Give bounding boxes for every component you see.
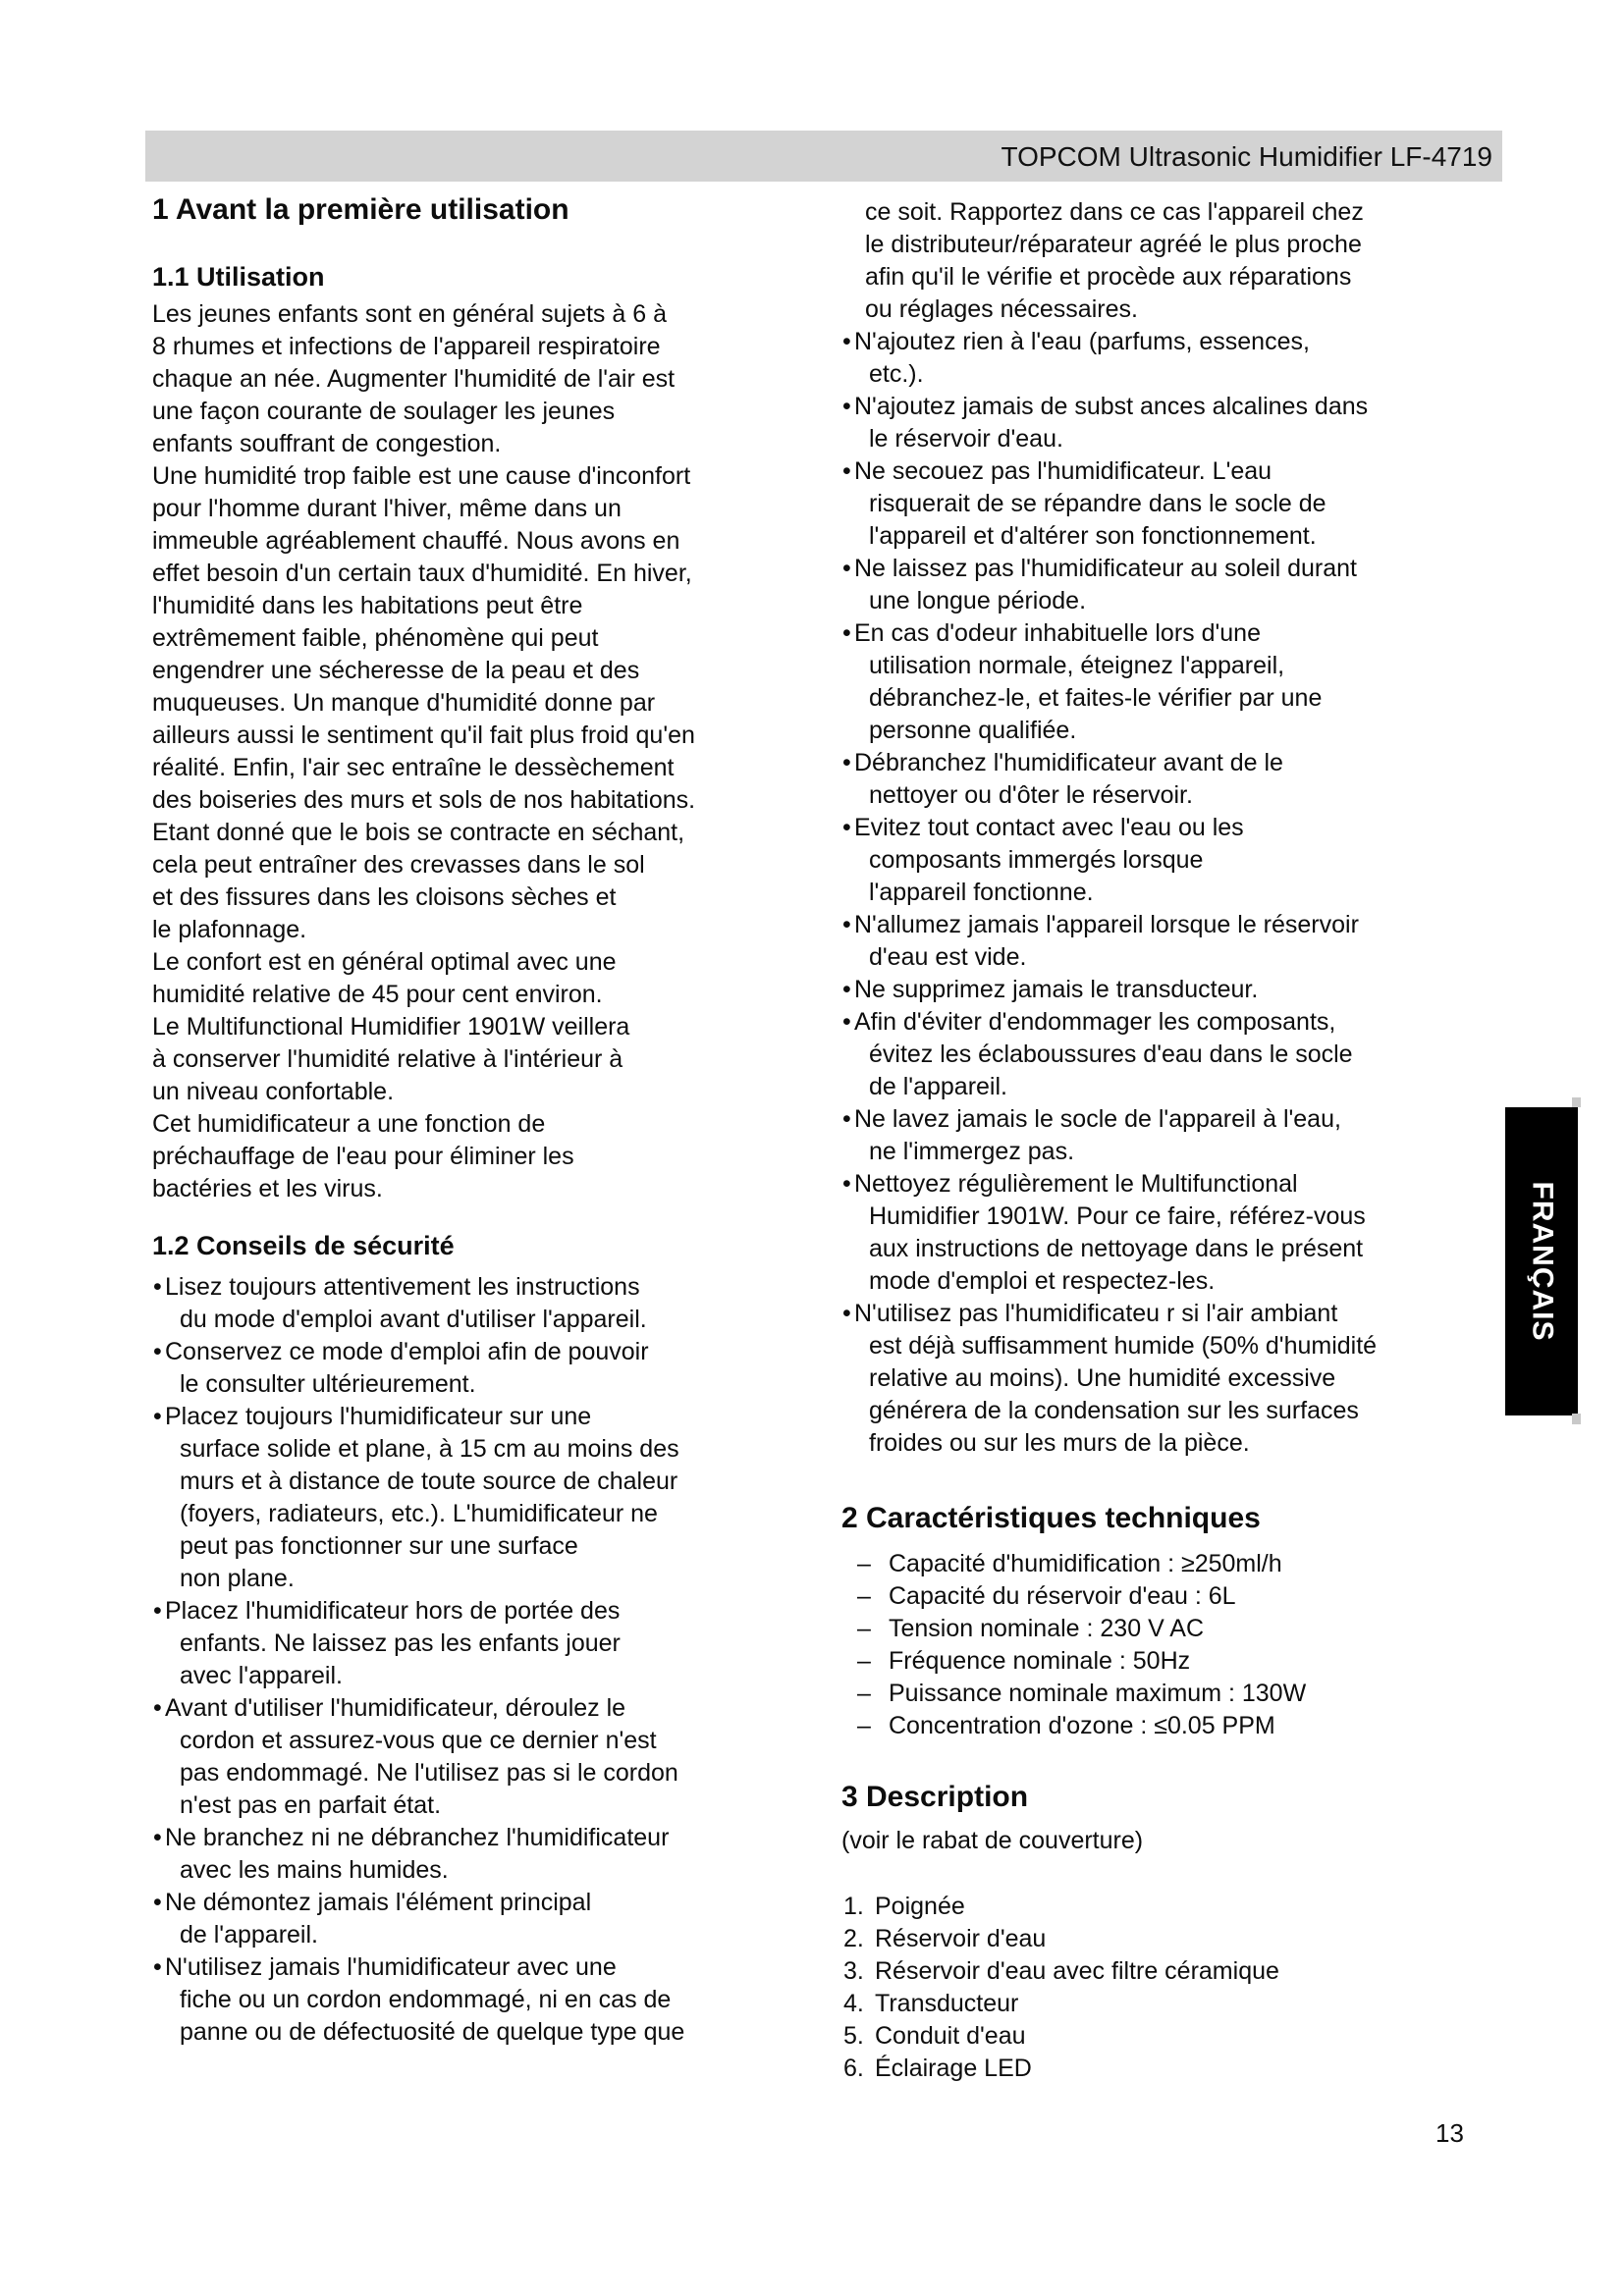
text-line: extrêmement faible, phénomène qui peut	[152, 624, 599, 652]
text-line: cela peut entraîner des crevasses dans le sol	[152, 851, 645, 879]
bullet-item	[841, 617, 1499, 747]
dash-marker: –	[857, 1582, 871, 1610]
text-line: l'humidité dans les habitations peut être	[152, 592, 583, 619]
text-line: Cet humidificateur a une fonction de	[152, 1110, 546, 1138]
parts-list	[841, 1891, 1499, 2085]
text-line: Etant donné que le bois se contracte en séchant,	[152, 819, 685, 846]
text-line: n'est pas en parfait état.	[180, 1791, 442, 1819]
bullet-content	[165, 1887, 795, 1951]
text-line: Le Multifunctional Humidifier 1901W veillera	[152, 1013, 630, 1041]
text-line: ailleurs aussi le sentiment qu'il fait plus froid qu'en	[152, 721, 695, 749]
text-line: d'eau est vide.	[869, 943, 1027, 971]
spec-item	[841, 1678, 1499, 1710]
text-line: Nettoyez régulièrement le Multifunctional	[854, 1170, 1298, 1198]
text-line: muqueuses. Un manque d'humidité donne par	[152, 689, 656, 717]
bullet-marker: •	[842, 619, 851, 647]
text-line: engendrer une sécheresse de la peau et des	[152, 657, 640, 684]
part-name: Transducteur	[875, 1990, 1019, 2017]
dash-marker: –	[857, 1615, 871, 1642]
bullet-content	[854, 747, 1499, 812]
text-line: l'appareil et d'altérer son fonctionnement.	[869, 522, 1317, 550]
text-line: débranchez-le, et faites-le vérifier par une	[869, 684, 1323, 712]
text-line: Humidifier 1901W. Pour ce faire, référez-vous	[869, 1202, 1366, 1230]
bullet-item	[841, 1168, 1499, 1298]
text-line: des boiseries des murs et sols de nos habitations.	[152, 786, 696, 814]
text-line: Afin d'éviter d'endommager les composants,	[854, 1008, 1336, 1036]
text-line: N'ajoutez rien à l'eau (parfums, essences,	[854, 328, 1310, 355]
text-line: chaque an née. Augmenter l'humidité de l'air est	[152, 365, 676, 393]
language-tab-label: FRANÇAIS	[1526, 1181, 1558, 1342]
text-line: peut pas fonctionner sur une surface	[180, 1532, 578, 1560]
text-line: une longue période.	[869, 587, 1087, 614]
part-item	[843, 1923, 1499, 1955]
bullet-item	[841, 1103, 1499, 1168]
part-item	[843, 2020, 1499, 2053]
text-line: Le confort est en général optimal avec une	[152, 948, 617, 976]
text-line: Une humidité trop faible est une cause d'inconfort	[152, 462, 691, 490]
print-mark	[1572, 1097, 1581, 1107]
text-line: évitez les éclaboussures d'eau dans le socle	[869, 1041, 1353, 1068]
bullet-item	[152, 1336, 795, 1401]
text-line: enfants souffrant de congestion.	[152, 430, 502, 457]
bullet-item	[152, 1595, 795, 1692]
section2-title: 2 Caractéristiques techniques	[841, 1502, 1261, 1534]
bullet-item	[841, 455, 1499, 553]
part-item	[843, 2053, 1499, 2085]
text-line: pas endommagé. Ne l'utilisez pas si le cordon	[180, 1759, 678, 1787]
column-right	[841, 196, 1499, 2085]
bullet-marker: •	[153, 1338, 162, 1365]
text-line: panne ou de défectuosité de quelque type que	[180, 2018, 685, 2046]
bullet-content	[854, 455, 1499, 553]
bullet-marker: •	[842, 976, 851, 1003]
bullet-content	[854, 974, 1499, 1006]
bullet-item	[841, 747, 1499, 812]
bullet-content	[854, 553, 1499, 617]
text-line: Ne démontez jamais l'élément principal	[165, 1889, 592, 1916]
text-line: enfants. Ne laissez pas les enfants jouer	[180, 1629, 621, 1657]
column-left	[152, 192, 795, 2049]
section1-2-title: 1.2 Conseils de sécurité	[152, 1231, 455, 1260]
spec-text: Fréquence nominale : 50Hz	[889, 1647, 1191, 1675]
part-name: Poignée	[875, 1893, 965, 1920]
text-line: avec l'appareil.	[180, 1662, 343, 1689]
bullet-marker: •	[153, 1273, 162, 1301]
text-line: En cas d'odeur inhabituelle lors d'une	[854, 619, 1261, 647]
text-line: etc.).	[869, 360, 924, 388]
bullet-content	[854, 326, 1499, 391]
text-line: relative au moins). Une humidité excessive	[869, 1364, 1336, 1392]
item-number: 5.	[843, 2022, 864, 2050]
text-line: humidité relative de 45 pour cent environ.	[152, 981, 603, 1008]
text-line: est déjà suffisamment humide (50% d'humidité	[869, 1332, 1378, 1360]
bullet-marker: •	[842, 328, 851, 355]
safety-bullets-left	[152, 1271, 795, 2049]
bullet-item	[841, 553, 1499, 617]
text-line: de l'appareil.	[180, 1921, 318, 1949]
text-line: utilisation normale, éteignez l'appareil,	[869, 652, 1285, 679]
text-line: Ne secouez pas l'humidificateur. L'eau	[854, 457, 1272, 485]
text-line: Conservez ce mode d'emploi afin de pouvoir	[165, 1338, 649, 1365]
safety-bullets-right	[841, 326, 1499, 1460]
text-line: Placez toujours l'humidificateur sur une	[165, 1403, 592, 1430]
bullet-content	[165, 1595, 795, 1692]
bullet-marker: •	[842, 749, 851, 776]
bullet-content	[854, 909, 1499, 974]
text-line: immeuble agréablement chauffé. Nous avons en	[152, 527, 680, 555]
bullet-item	[841, 391, 1499, 455]
bullet-item	[152, 1951, 795, 2049]
bullet-item	[841, 909, 1499, 974]
text-line: bactéries et les virus.	[152, 1175, 383, 1202]
text-line: Débranchez l'humidificateur avant de le	[854, 749, 1283, 776]
bullet-content	[854, 1006, 1499, 1103]
text-line: pour l'homme durant l'hiver, même dans un	[152, 495, 622, 522]
spec-item	[841, 1580, 1499, 1613]
bullet-marker: •	[153, 1889, 162, 1916]
bullet-marker: •	[842, 457, 851, 485]
text-line: Avant d'utiliser l'humidificateur, déroulez le	[165, 1694, 626, 1722]
spec-text: Capacité d'humidification : ≥250ml/h	[889, 1550, 1282, 1577]
item-number: 2.	[843, 1925, 864, 1952]
dash-marker: –	[857, 1712, 871, 1739]
part-name: Réservoir d'eau avec filtre céramique	[875, 1957, 1279, 1985]
bullet-marker: •	[153, 1597, 162, 1625]
text-line: réalité. Enfin, l'air sec entraîne le dessèchement	[152, 754, 675, 781]
text-line: (foyers, radiateurs, etc.). L'humidificateur ne	[180, 1500, 658, 1527]
spec-item	[841, 1548, 1499, 1580]
bullet-item	[841, 326, 1499, 391]
text-line: cordon et assurez-vous que ce dernier n'est	[180, 1727, 657, 1754]
page-number: 13	[1435, 2118, 1464, 2148]
text-line: froides ou sur les murs de la pièce.	[869, 1429, 1250, 1457]
text-line: Ne laissez pas l'humidificateur au soleil durant	[854, 555, 1357, 582]
bullet-content	[165, 1401, 795, 1595]
text-line: le consulter ultérieurement.	[180, 1370, 476, 1398]
bullet-content	[854, 617, 1499, 747]
text-line: le réservoir d'eau.	[869, 425, 1063, 453]
bullet-content	[165, 1692, 795, 1822]
bullet-marker: •	[153, 1953, 162, 1981]
text-line: effet besoin d'un certain taux d'humidité. En hiver,	[152, 560, 692, 587]
text-line: nettoyer ou d'ôter le réservoir.	[869, 781, 1193, 809]
text-line: murs et à distance de toute source de chaleur	[180, 1468, 678, 1495]
part-item	[843, 1891, 1499, 1923]
section1-1-title: 1.1 Utilisation	[152, 262, 325, 292]
bullet-marker: •	[842, 1170, 851, 1198]
text-line: du mode d'emploi avant d'utiliser l'appareil.	[180, 1306, 647, 1333]
bullet-content	[854, 1298, 1499, 1460]
bullet-item	[841, 974, 1499, 1006]
bullet-item	[841, 812, 1499, 909]
text-line: un niveau confortable.	[152, 1078, 395, 1105]
bullet-marker: •	[842, 393, 851, 420]
section3-note: (voir le rabat de couverture)	[841, 1827, 1144, 1854]
bullet-content	[854, 812, 1499, 909]
item-number: 3.	[843, 1957, 864, 1985]
dash-marker: –	[857, 1680, 871, 1707]
bullet-marker: •	[842, 814, 851, 841]
bullet-marker: •	[842, 1300, 851, 1327]
text-line: préchauffage de l'eau pour éliminer les	[152, 1143, 574, 1170]
item-number: 4.	[843, 1990, 864, 2017]
bullet-marker: •	[842, 555, 851, 582]
bullet-marker: •	[842, 1008, 851, 1036]
section1-title: 1 Avant la première utilisation	[152, 193, 569, 226]
text-line: afin qu'il le vérifie et procède aux réparations	[865, 263, 1352, 291]
bullet-marker: •	[153, 1694, 162, 1722]
bullet-content	[854, 1103, 1499, 1168]
text-line: N'ajoutez jamais de subst ances alcalines dans	[854, 393, 1369, 420]
text-line: Ne branchez ni ne débranchez l'humidificateur	[165, 1824, 670, 1851]
text-line: et des fissures dans les cloisons sèches et	[152, 883, 617, 911]
text-line: le plafonnage.	[152, 916, 307, 943]
text-line: risquerait de se répandre dans le socle de	[869, 490, 1326, 517]
bullet-item	[841, 1006, 1499, 1103]
text-line: surface solide et plane, à 15 cm au moins des	[180, 1435, 679, 1463]
text-line: 8 rhumes et infections de l'appareil respiratoire	[152, 333, 661, 360]
text-line: l'appareil fonctionne.	[869, 879, 1094, 906]
bullet-item	[841, 1298, 1499, 1460]
text-line: Ne lavez jamais le socle de l'appareil à l'eau,	[854, 1105, 1341, 1133]
bullet-content	[165, 1951, 795, 2049]
part-item	[843, 1955, 1499, 1988]
text-line: ou réglages nécessaires.	[865, 295, 1138, 323]
header-bar	[145, 131, 1502, 182]
text-line: le distributeur/réparateur agréé le plus proche	[865, 231, 1362, 258]
item-number: 1.	[843, 1893, 864, 1920]
bullet-marker: •	[842, 911, 851, 938]
text-line: Placez l'humidificateur hors de portée des	[165, 1597, 621, 1625]
text-line: Les jeunes enfants sont en général sujets à 6 à	[152, 300, 667, 328]
bullet-item	[152, 1887, 795, 1951]
bullet-continuation	[865, 196, 1499, 326]
text-line: Ne supprimez jamais le transducteur.	[854, 976, 1259, 1003]
spec-item	[841, 1645, 1499, 1678]
bullet-content	[854, 1168, 1499, 1298]
bullet-marker: •	[153, 1403, 162, 1430]
part-name: Éclairage LED	[875, 2055, 1032, 2082]
text-line: N'allumez jamais l'appareil lorsque le réservoir	[854, 911, 1359, 938]
spec-text: Concentration d'ozone : ≤0.05 PPM	[889, 1712, 1275, 1739]
text-line: composants immergés lorsque	[869, 846, 1204, 874]
text-line: générera de la condensation sur les surfaces	[869, 1397, 1359, 1424]
text-line: fiche ou un cordon endommagé, ni en cas de	[180, 1986, 672, 2013]
bullet-item	[152, 1271, 795, 1336]
bullet-marker: •	[842, 1105, 851, 1133]
bullet-item	[152, 1401, 795, 1595]
part-name: Réservoir d'eau	[875, 1925, 1047, 1952]
product-title: TOPCOM Ultrasonic Humidifier LF-4719	[1001, 141, 1492, 172]
text-line: N'utilisez jamais l'humidificateur avec une	[165, 1953, 617, 1981]
text-line: personne qualifiée.	[869, 717, 1077, 744]
text-line: N'utilisez pas l'humidificateu r si l'air ambiant	[854, 1300, 1338, 1327]
part-item	[843, 1988, 1499, 2020]
text-line: ce soit. Rapportez dans ce cas l'appareil chez	[865, 198, 1364, 226]
bullet-content	[165, 1336, 795, 1401]
bullet-content	[165, 1271, 795, 1336]
dash-marker: –	[857, 1550, 871, 1577]
text-line: ne l'immergez pas.	[869, 1138, 1075, 1165]
print-mark	[1572, 1414, 1581, 1424]
text-line: aux instructions de nettoyage dans le présent	[869, 1235, 1364, 1262]
item-number: 6.	[843, 2055, 864, 2082]
spec-text: Tension nominale : 230 V AC	[889, 1615, 1205, 1642]
text-line: une façon courante de soulager les jeunes	[152, 398, 616, 425]
section3-title: 3 Description	[841, 1781, 1029, 1813]
text-line: mode d'emploi et respectez-les.	[869, 1267, 1216, 1295]
bullet-marker: •	[153, 1824, 162, 1851]
spec-list	[841, 1548, 1499, 1742]
spec-item	[841, 1710, 1499, 1742]
language-tab	[1505, 1107, 1578, 1415]
bullet-content	[165, 1822, 795, 1887]
part-name: Conduit d'eau	[875, 2022, 1026, 2050]
text-line: de l'appareil.	[869, 1073, 1007, 1100]
text-line: non plane.	[180, 1565, 295, 1592]
usage-paragraph	[152, 298, 795, 1205]
text-line: Evitez tout contact avec l'eau ou les	[854, 814, 1244, 841]
spec-item	[841, 1613, 1499, 1645]
dash-marker: –	[857, 1647, 871, 1675]
spec-text: Puissance nominale maximum : 130W	[889, 1680, 1307, 1707]
bullet-content	[854, 391, 1499, 455]
bullet-item	[152, 1822, 795, 1887]
text-line: à conserver l'humidité relative à l'intérieur à	[152, 1045, 623, 1073]
text-line: Lisez toujours attentivement les instructions	[165, 1273, 640, 1301]
spec-text: Capacité du réservoir d'eau : 6L	[889, 1582, 1236, 1610]
bullet-item	[152, 1692, 795, 1822]
text-line: avec les mains humides.	[180, 1856, 449, 1884]
